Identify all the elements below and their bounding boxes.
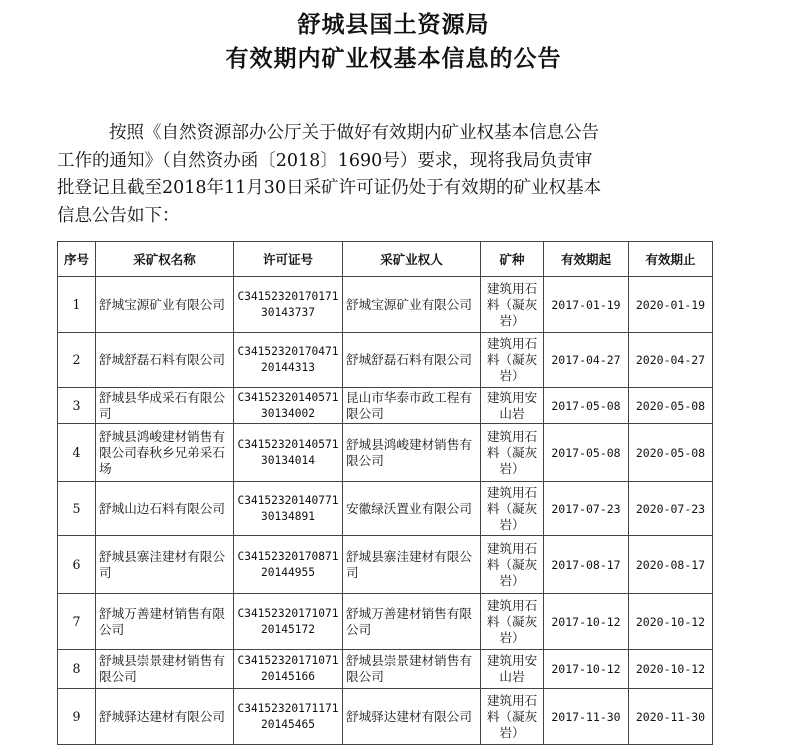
cell-owner: 舒城县寨洼建材有限公司 [343,536,481,594]
cell-name: 舒城万善建材销售有限公司 [96,594,234,650]
cell-end: 2020-04-27 [629,333,713,388]
cell-end: 2020-11-30 [629,689,713,745]
notice-title-line2: 有效期内矿业权基本信息的公告 [225,46,562,72]
cell-name: 舒城县鸿峻建材销售有限公司春秋乡兄弟采石场 [96,424,234,482]
cell-owner: 舒城县鸿峻建材销售有限公司 [343,424,481,482]
cell-mineral: 建筑用石料（凝灰岩） [481,536,544,594]
table-row [58,650,713,689]
cell-owner: 舒城舒磊石料有限公司 [343,333,481,388]
cell-no: 1 [58,277,96,333]
cell-no: 9 [58,689,96,745]
cell-name: 舒城舒磊石料有限公司 [96,333,234,388]
cell-no: 3 [58,388,96,424]
cell-owner: 舒城县崇景建材销售有限公司 [343,650,481,689]
header-name: 采矿权名称 [96,242,234,277]
cell-start: 2017-05-08 [544,388,629,424]
intro-line-4: 信息公告如下： [57,205,180,226]
cell-start: 2017-10-12 [544,650,629,689]
cell-mineral: 建筑用石料（凝灰岩） [481,333,544,388]
cell-license: C3415232017087120144955 [234,536,343,594]
table-header-row [58,242,713,277]
cell-license: C3415232017017130143737 [234,277,343,333]
cell-no: 8 [58,650,96,689]
cell-end: 2020-08-17 [629,536,713,594]
intro-line-1: 按照《自然资源部办公厅关于做好有效期内矿业权基本信息公告 [109,123,599,143]
cell-mineral: 建筑用安山岩 [481,388,544,424]
cell-owner: 安徽绿沃置业有限公司 [343,482,481,536]
cell-license: C3415232017047120144313 [234,333,343,388]
table-row [58,689,713,745]
cell-mineral: 建筑用石料（凝灰岩） [481,594,544,650]
cell-end: 2020-10-12 [629,594,713,650]
cell-license: C3415232017117120145465 [234,689,343,745]
header-no: 序号 [58,242,96,277]
table-row [58,333,713,388]
cell-end: 2020-05-08 [629,424,713,482]
intro-line-2: 工作的通知》（自然资办函〔2018〕1690号）要求，现将我局负责审 [57,150,593,171]
cell-no: 7 [58,594,96,650]
cell-name: 舒城宝源矿业有限公司 [96,277,234,333]
header-end: 有效期止 [629,242,713,277]
cell-owner: 舒城宝源矿业有限公司 [343,277,481,333]
cell-start: 2017-05-08 [544,424,629,482]
cell-name: 舒城驿达建材有限公司 [96,689,234,745]
table-row [58,536,713,594]
cell-no: 6 [58,536,96,594]
header-start: 有效期起 [544,242,629,277]
cell-start: 2017-10-12 [544,594,629,650]
cell-end: 2020-07-23 [629,482,713,536]
cell-end: 2020-05-08 [629,388,713,424]
cell-no: 2 [58,333,96,388]
cell-start: 2017-11-30 [544,689,629,745]
table-row [58,594,713,650]
cell-owner: 昆山市华泰市政工程有限公司 [343,388,481,424]
cell-license: C3415232017107120145166 [234,650,343,689]
cell-license: C3415232017107120145172 [234,594,343,650]
notice-title-line1: 舒城县国土资源局 [297,12,490,38]
cell-mineral: 建筑用安山岩 [481,650,544,689]
intro-paragraph [57,120,707,230]
cell-name: 舒城山边石料有限公司 [96,482,234,536]
cell-mineral: 建筑用石料（凝灰岩） [481,424,544,482]
cell-start: 2017-07-23 [544,482,629,536]
cell-start: 2017-01-19 [544,277,629,333]
cell-owner: 舒城驿达建材有限公司 [343,689,481,745]
cell-mineral: 建筑用石料（凝灰岩） [481,689,544,745]
cell-start: 2017-04-27 [544,333,629,388]
table-row [58,277,713,333]
cell-mineral: 建筑用石料（凝灰岩） [481,277,544,333]
cell-name: 舒城县寨洼建材有限公司 [96,536,234,594]
cell-name: 舒城县崇景建材销售有限公司 [96,650,234,689]
header-license: 许可证号 [234,242,343,277]
cell-no: 5 [58,482,96,536]
cell-end: 2020-10-12 [629,650,713,689]
header-owner: 采矿业权人 [343,242,481,277]
cell-owner: 舒城万善建材销售有限公司 [343,594,481,650]
table-row [58,482,713,536]
cell-mineral: 建筑用石料（凝灰岩） [481,482,544,536]
cell-name: 舒城县华成采石有限公司 [96,388,234,424]
cell-license: C3415232014077130134891 [234,482,343,536]
cell-license: C3415232014057130134014 [234,424,343,482]
header-mineral: 矿种 [481,242,544,277]
table-row [58,388,713,424]
cell-start: 2017-08-17 [544,536,629,594]
cell-license: C3415232014057130134002 [234,388,343,424]
mining-rights-table [57,241,713,745]
table-row [58,424,713,482]
cell-end: 2020-01-19 [629,277,713,333]
intro-line-3: 批登记且截至2018年11月30日采矿许可证仍处于有效期的矿业权基本 [57,178,602,198]
cell-no: 4 [58,424,96,482]
